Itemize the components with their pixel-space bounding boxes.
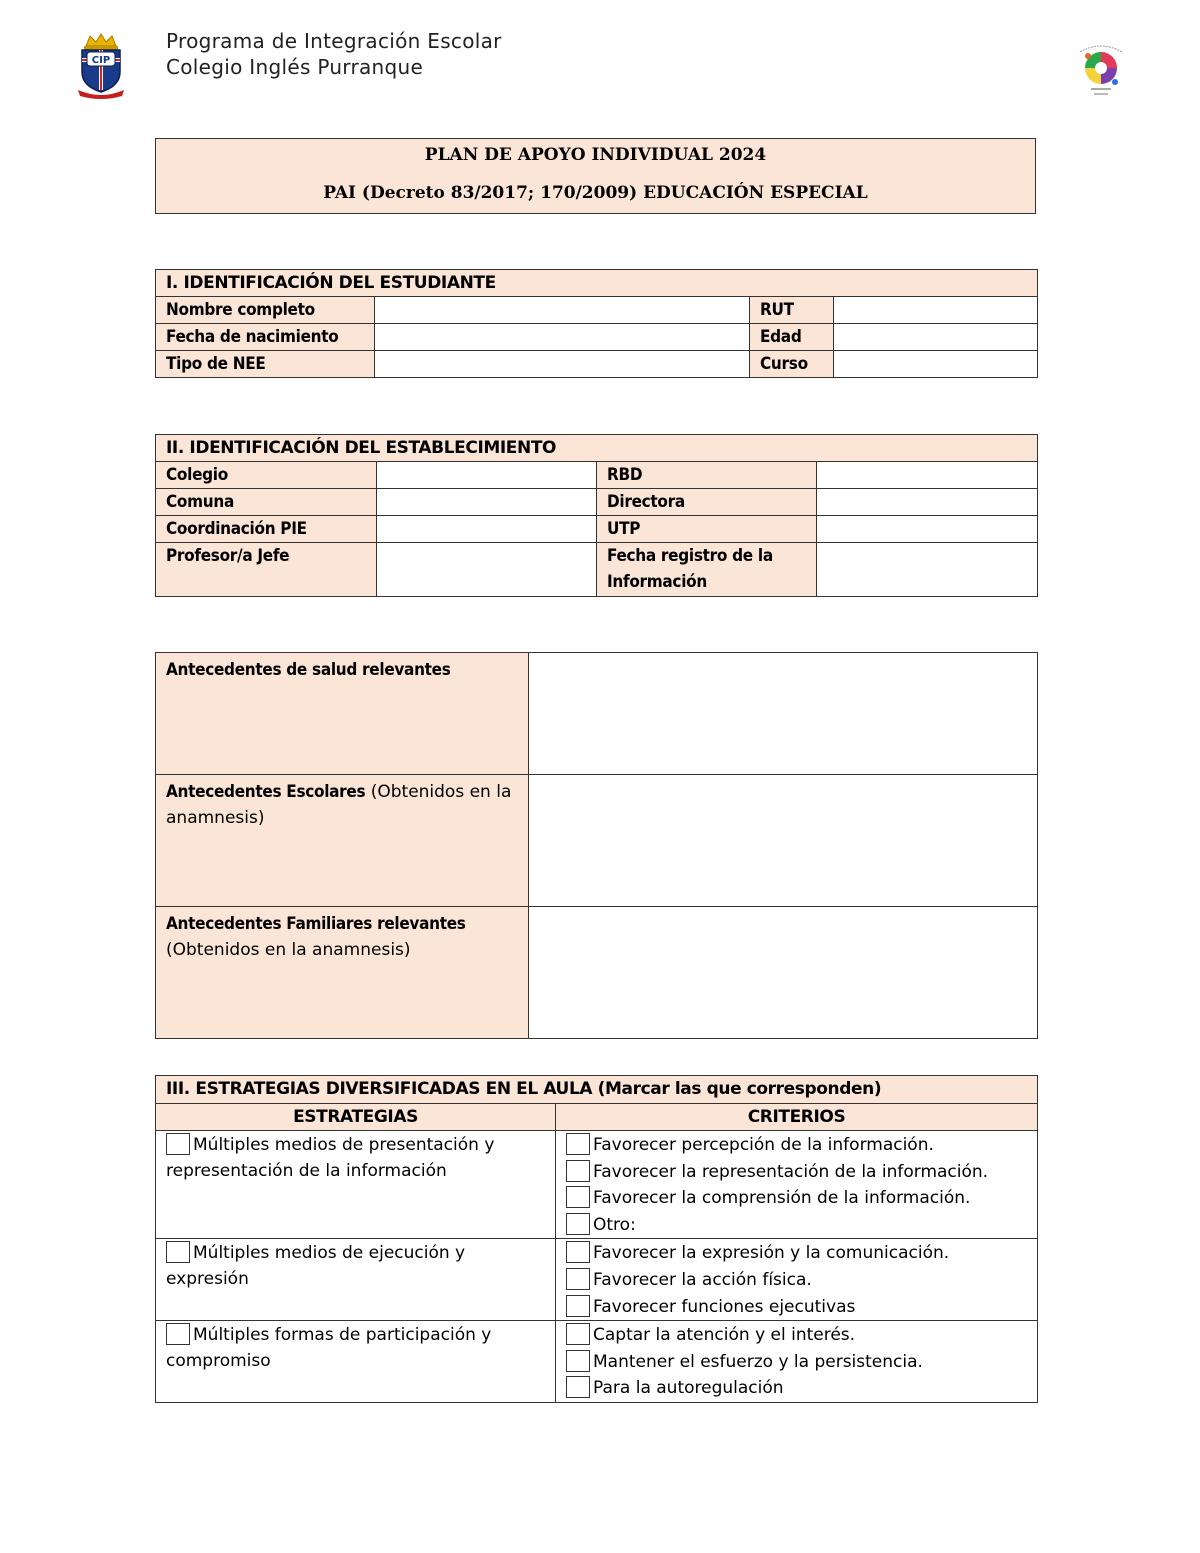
criterion-checkbox[interactable] [566, 1268, 590, 1290]
background-label: Antecedentes Familiares relevantes [166, 914, 466, 934]
registration-date-field[interactable] [817, 543, 1038, 597]
strategy-checkbox[interactable] [166, 1133, 190, 1155]
criterion-label: Favorecer percepción de la información. [593, 1135, 934, 1155]
student-identification-table [155, 269, 1038, 378]
criteria-cell [556, 1131, 1038, 1239]
plan-title-box [155, 138, 1036, 214]
criterion-checkbox[interactable] [566, 1133, 590, 1155]
student-label: Nombre completo [156, 297, 375, 324]
commune-field[interactable] [377, 489, 597, 516]
criterion-label: Captar la atención y el interés. [593, 1325, 856, 1346]
director-field[interactable] [817, 489, 1038, 516]
strategy-group [156, 1131, 1038, 1239]
background-row [156, 653, 1038, 775]
school-background-label [156, 775, 529, 907]
criterion-item [566, 1322, 1027, 1349]
head-teacher-field[interactable] [377, 543, 597, 597]
health-background-field[interactable] [529, 653, 1038, 775]
age-field[interactable] [834, 324, 1038, 351]
criterion-checkbox[interactable] [566, 1241, 590, 1263]
background-table [155, 652, 1038, 1039]
criterion-item [566, 1185, 1027, 1212]
strategy-cell [156, 1321, 556, 1403]
strategy-label: Múltiples medios de ejecución y expresión [166, 1243, 466, 1290]
strategy-cell [156, 1239, 556, 1321]
criterion-label: Favorecer la acción física. [593, 1269, 812, 1290]
school-row [156, 462, 1038, 489]
school-name-field[interactable] [377, 462, 597, 489]
nee-type-field[interactable] [375, 351, 750, 378]
criterion-checkbox[interactable] [566, 1186, 590, 1208]
school-name: Colegio Inglés Purranque [166, 55, 424, 79]
criterion-checkbox[interactable] [566, 1323, 590, 1345]
school-label: Comuna [156, 489, 377, 516]
school-label: RBD [597, 462, 817, 489]
school-label: Fecha registro de la Información [597, 543, 817, 597]
strategies-column-header: ESTRATEGIAS [156, 1104, 556, 1131]
student-row [156, 351, 1038, 378]
background-label: Antecedentes de salud relevantes [166, 660, 451, 680]
criterion-label: Favorecer funciones ejecutivas [593, 1296, 856, 1317]
student-section-title: I. IDENTIFICACIÓN DEL ESTUDIANTE [156, 270, 1038, 297]
school-section-title: II. IDENTIFICACIÓN DEL ESTABLECIMIENTO [156, 435, 1038, 462]
criterion-item [566, 1294, 1027, 1321]
rbd-field[interactable] [817, 462, 1038, 489]
background-note: (Obtenidos en la anamnesis) [166, 940, 411, 960]
school-row [156, 543, 1038, 597]
school-background-field[interactable] [529, 775, 1038, 907]
criterion-label: Favorecer la representación de la información. [593, 1161, 989, 1182]
criterion-item [566, 1159, 1027, 1186]
pie-coordination-field[interactable] [377, 516, 597, 543]
background-row [156, 907, 1038, 1039]
school-label: Directora [597, 489, 817, 516]
criterion-item [566, 1132, 1027, 1159]
student-row [156, 297, 1038, 324]
criterion-item [566, 1240, 1027, 1267]
student-label: Tipo de NEE [156, 351, 375, 378]
criterion-item [566, 1375, 1027, 1402]
strategy-checkbox[interactable] [166, 1241, 190, 1263]
criterion-item [566, 1349, 1027, 1376]
criterion-checkbox[interactable] [566, 1295, 590, 1317]
school-row [156, 516, 1038, 543]
strategy-group [156, 1239, 1038, 1321]
school-row [156, 489, 1038, 516]
utp-field[interactable] [817, 516, 1038, 543]
header-text [166, 28, 502, 80]
student-label: Curso [750, 351, 834, 378]
criterion-checkbox[interactable] [566, 1160, 590, 1182]
strategy-checkbox[interactable] [166, 1323, 190, 1345]
school-identification-table [155, 434, 1038, 597]
strategy-label: Múltiples formas de participación y compromiso [166, 1325, 492, 1372]
strategy-group [156, 1321, 1038, 1403]
criterion-label: Otro: [593, 1214, 636, 1235]
pie-program-logo [1074, 38, 1128, 102]
school-label: Coordinación PIE [156, 516, 377, 543]
criterion-checkbox[interactable] [566, 1213, 590, 1235]
background-row [156, 775, 1038, 907]
school-crest-logo [76, 32, 126, 100]
family-background-field[interactable] [529, 907, 1038, 1039]
strategy-cell [156, 1131, 556, 1239]
plan-title: PLAN DE APOYO INDIVIDUAL 2024 [424, 145, 767, 165]
school-label: Colegio [156, 462, 377, 489]
full-name-field[interactable] [375, 297, 750, 324]
criterion-item [566, 1267, 1027, 1294]
rut-field[interactable] [834, 297, 1038, 324]
strategy-label: Múltiples medios de presentación y representación de la información [166, 1135, 495, 1181]
student-row [156, 324, 1038, 351]
strategies-section-title: III. ESTRATEGIAS DIVERSIFICADAS EN EL AULA (Marcar las que corresponden) [156, 1076, 1038, 1104]
criterion-checkbox[interactable] [566, 1350, 590, 1372]
school-label: UTP [597, 516, 817, 543]
grade-field[interactable] [834, 351, 1038, 378]
student-label: RUT [750, 297, 834, 324]
student-label: Edad [750, 324, 834, 351]
criteria-cell [556, 1239, 1038, 1321]
health-background-label [156, 653, 529, 775]
criterion-item [566, 1212, 1027, 1239]
criteria-cell [556, 1321, 1038, 1403]
strategies-table [155, 1075, 1038, 1403]
student-label: Fecha de nacimiento [156, 324, 375, 351]
criterion-checkbox[interactable] [566, 1376, 590, 1398]
criteria-column-header: CRITERIOS [556, 1104, 1038, 1131]
background-note: (Obtenidos en la anamnesis) [166, 782, 512, 828]
criterion-label: Para la autoregulación [593, 1378, 784, 1399]
criterion-label: Favorecer la expresión y la comunicación. [593, 1243, 950, 1264]
plan-subtitle: PAI (Decreto 83/2017; 170/2009) EDUCACIÓN ESPECIAL [323, 183, 868, 203]
svg-text:CIP: CIP [91, 55, 111, 66]
school-label: Profesor/a Jefe [156, 543, 377, 597]
criterion-label: Mantener el esfuerzo y la persistencia. [593, 1351, 923, 1372]
background-label: Antecedentes Escolares [166, 782, 366, 802]
family-background-label [156, 907, 529, 1039]
birth-date-field[interactable] [375, 324, 750, 351]
criterion-label: Favorecer la comprensión de la información. [593, 1188, 971, 1209]
program-name: Programa de Integración Escolar [166, 29, 502, 53]
